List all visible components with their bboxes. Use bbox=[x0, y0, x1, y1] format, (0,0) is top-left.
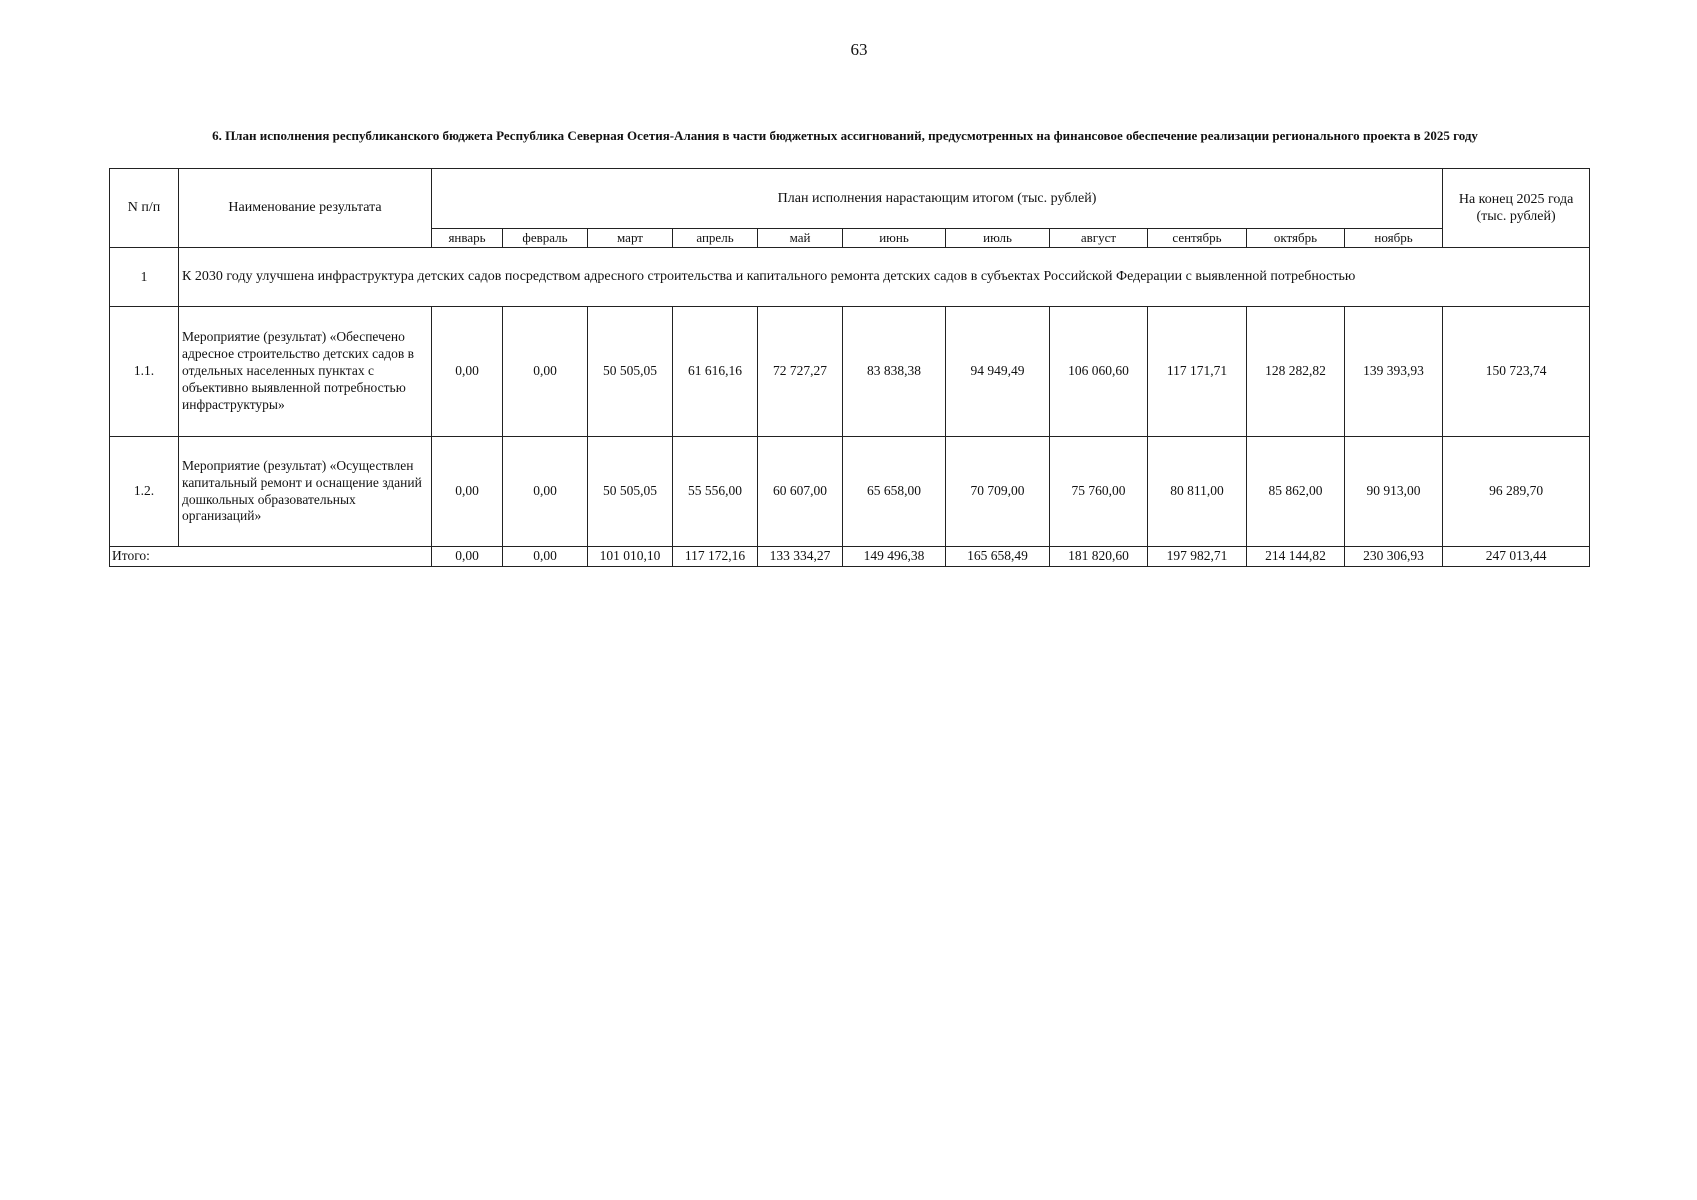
month-header: август bbox=[1050, 229, 1148, 248]
header-year-end: На конец 2025 года (тыс. рублей) bbox=[1443, 169, 1590, 248]
total-value: 214 144,82 bbox=[1247, 547, 1345, 567]
total-value: 165 658,49 bbox=[946, 547, 1050, 567]
row-value: 0,00 bbox=[432, 307, 503, 437]
row-value: 85 862,00 bbox=[1247, 437, 1345, 547]
month-header: январь bbox=[432, 229, 503, 248]
header-plan-group: План исполнения нарастающим итогом (тыс. рублей) bbox=[432, 169, 1443, 229]
row-year-end: 96 289,70 bbox=[1443, 437, 1590, 547]
month-header: апрель bbox=[673, 229, 758, 248]
row-value: 0,00 bbox=[432, 437, 503, 547]
total-value: 0,00 bbox=[432, 547, 503, 567]
total-value: 230 306,93 bbox=[1345, 547, 1443, 567]
row-name: Мероприятие (результат) «Осуществлен капитальный ремонт и оснащение зданий дошкольных образовательных организаций» bbox=[179, 437, 432, 547]
row-value: 75 760,00 bbox=[1050, 437, 1148, 547]
total-row bbox=[110, 547, 1590, 567]
goal-row bbox=[110, 248, 1590, 307]
total-value: 197 982,71 bbox=[1148, 547, 1247, 567]
row-year-end: 150 723,74 bbox=[1443, 307, 1590, 437]
total-value: 117 172,16 bbox=[673, 547, 758, 567]
table-row bbox=[110, 437, 1590, 547]
month-header: февраль bbox=[503, 229, 588, 248]
month-header: март bbox=[588, 229, 673, 248]
total-year-end: 247 013,44 bbox=[1443, 547, 1590, 567]
goal-text: К 2030 году улучшена инфраструктура детских садов посредством адресного строительства и капитального ремонта детских садов в субъектах Российской Федерации с выявленной потребностью bbox=[179, 248, 1590, 307]
row-value: 50 505,05 bbox=[588, 307, 673, 437]
month-header: май bbox=[758, 229, 843, 248]
table-row bbox=[110, 307, 1590, 437]
total-value: 133 334,27 bbox=[758, 547, 843, 567]
total-value: 149 496,38 bbox=[843, 547, 946, 567]
row-value: 60 607,00 bbox=[758, 437, 843, 547]
header-num: N п/п bbox=[110, 169, 179, 248]
row-value: 55 556,00 bbox=[673, 437, 758, 547]
row-value: 83 838,38 bbox=[843, 307, 946, 437]
row-value: 128 282,82 bbox=[1247, 307, 1345, 437]
row-num: 1.1. bbox=[110, 307, 179, 437]
month-header: октябрь bbox=[1247, 229, 1345, 248]
row-value: 90 913,00 bbox=[1345, 437, 1443, 547]
header-name: Наименование результата bbox=[179, 169, 432, 248]
budget-plan-table bbox=[109, 168, 1590, 567]
row-value: 50 505,05 bbox=[588, 437, 673, 547]
total-label: Итого: bbox=[110, 547, 432, 567]
row-value: 61 616,16 bbox=[673, 307, 758, 437]
row-value: 94 949,49 bbox=[946, 307, 1050, 437]
row-value: 0,00 bbox=[503, 307, 588, 437]
row-name: Мероприятие (результат) «Обеспечено адресное строительство детских садов в отдельных населенных пунктах с объективно выявленной потребностью инфраструктуры» bbox=[179, 307, 432, 437]
row-value: 65 658,00 bbox=[843, 437, 946, 547]
goal-num: 1 bbox=[110, 248, 179, 307]
month-header: июнь bbox=[843, 229, 946, 248]
total-value: 0,00 bbox=[503, 547, 588, 567]
header-row-1 bbox=[110, 169, 1590, 229]
row-value: 72 727,27 bbox=[758, 307, 843, 437]
row-value: 0,00 bbox=[503, 437, 588, 547]
month-header: ноябрь bbox=[1345, 229, 1443, 248]
month-header: сентябрь bbox=[1148, 229, 1247, 248]
total-value: 181 820,60 bbox=[1050, 547, 1148, 567]
month-header: июль bbox=[946, 229, 1050, 248]
row-value: 139 393,93 bbox=[1345, 307, 1443, 437]
row-value: 80 811,00 bbox=[1148, 437, 1247, 547]
document-title: 6. План исполнения республиканского бюджета Республика Северная Осетия-Алания в части бюджетных ассигнований, предусмотренных на финансовое обеспечение реализации регионального проекта в 2025 году bbox=[212, 128, 1478, 143]
total-value: 101 010,10 bbox=[588, 547, 673, 567]
row-value: 70 709,00 bbox=[946, 437, 1050, 547]
row-value: 117 171,71 bbox=[1148, 307, 1247, 437]
row-num: 1.2. bbox=[110, 437, 179, 547]
page-number: 63 bbox=[850, 40, 868, 59]
row-value: 106 060,60 bbox=[1050, 307, 1148, 437]
